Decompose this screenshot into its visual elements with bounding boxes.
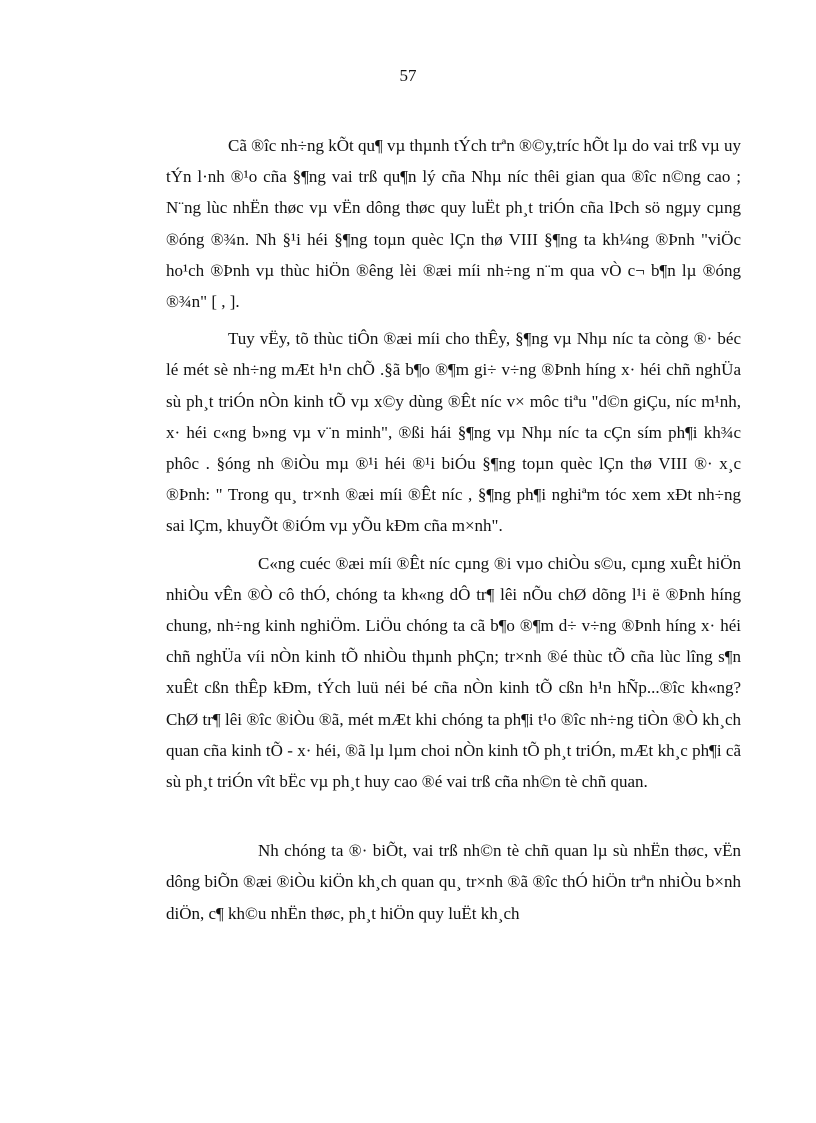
- paragraph-3: C«ng cuéc ®æi míi ®Êt níc cµng ®i vµo chiÒu s©u, cµng xuÊt hiÖn nhiÒu vÊn ®Ò cô thÓ, chóng ta kh«ng dÔ tr¶ lêi nÕu chØ dõng l¹i ë ®Þnh híng chung, nh÷ng kinh nghiÖm. LiÖu chóng ta cã b¶o ®¶m d÷ v÷ng ®Þnh híng x· héi chñ nghÜa víi nÒn kinh tÕ nhiÒu thµnh phÇn; tr×nh ®é thùc tÕ cña lùc lîng s¶n xuÊt cßn thÊp kÐm, tÝch luü néi bé cña nÒn kinh tÕ cßn h¹n hÑp...®îc kh«ng? ChØ tr¶ lêi ®îc ®iÒu ®ã, mét mÆt khi chóng ta ph¶i t¹o ®îc nh÷ng tiÒn ®Ò kh¸ch quan cña kinh tÕ - x· héi, ®ã lµ lµm choi nÒn kinh tÕ ph¸t triÓn, mÆt kh¸c ph¶i cã sù ph¸t triÓn vît bËc vµ ph¸t huy cao ®é vai trß cña nh©n tè chñ quan.: [166, 553, 741, 792]
- paragraph-2: Tuy vËy, tõ thùc tiÔn ®æi míi cho thÊy, §¶ng vµ Nhµ níc ta còng ®· béc lé mét sè nh÷ng mÆt h¹n chÕ .§ã b¶o ®¶m gi÷ v÷ng ®Þnh híng x· héi chñ nghÜa sù ph¸t triÓn nÒn kinh tÕ vµ x©y dùng ®Êt níc v× môc tiªu "d©n giÇu, níc m¹nh, x· héi c«ng b»ng vµ v¨n minh", ®ßi hái §¶ng vµ Nhµ níc ta cÇn sím ph¶i kh¾c phôc . §óng nh ®iÒu mµ ®¹i héi ®¹i biÓu §¶ng toµn quèc lÇn thø VIII ®· x¸c ®Þnh: " Trong qu¸ tr×nh ®æi míi ®Êt níc , §¶ng ph¶i nghiªm tóc xem xÐt nh÷ng sai lÇm, khuyÕt ®iÓm vµ yÕu kÐm cña m×nh".: [166, 329, 741, 536]
- paragraph-1: Cã ®îc nh÷ng kÕt qu¶ vµ thµnh tÝch trªn ®©y,tríc hÕt lµ do vai trß vµ uy tÝn l·nh ®¹o cña §¶ng vai trß qu¶n lý cña Nhµ níc thêi gian qua ®îc n©ng cao ; N¨ng lùc nhËn thøc vµ vËn dông thøc quy luËt ph¸t triÓn cña lÞch sö ngµy cµng ®óng ®¾n. Nh §¹i héi §¶ng toµn quèc lÇn thø VIII §¶ng ta kh¼ng ®Þnh "viÖc ho¹ch ®Þnh vµ thùc hiÖn ®êng lèi ®æi míi nh÷ng n¨m qua vÒ c¬ b¶n lµ ®óng ®¾n" [ , ].: [166, 136, 741, 312]
- page-body: [166, 130, 741, 929]
- page-number: 57: [399, 66, 417, 85]
- paragraph-4: Nh chóng ta ®· biÕt, vai trß nh©n tè chñ quan lµ sù nhËn thøc, vËn dông biÕn ®æi ®iÒu kiÖn kh¸ch quan qu¸ tr×nh ®ã ®îc thÓ hiÖn trªn nhiÒu b×nh diÖn, c¶ kh©u nhËn thøc, ph¸t hiÖn quy luËt kh¸ch: [166, 841, 741, 923]
